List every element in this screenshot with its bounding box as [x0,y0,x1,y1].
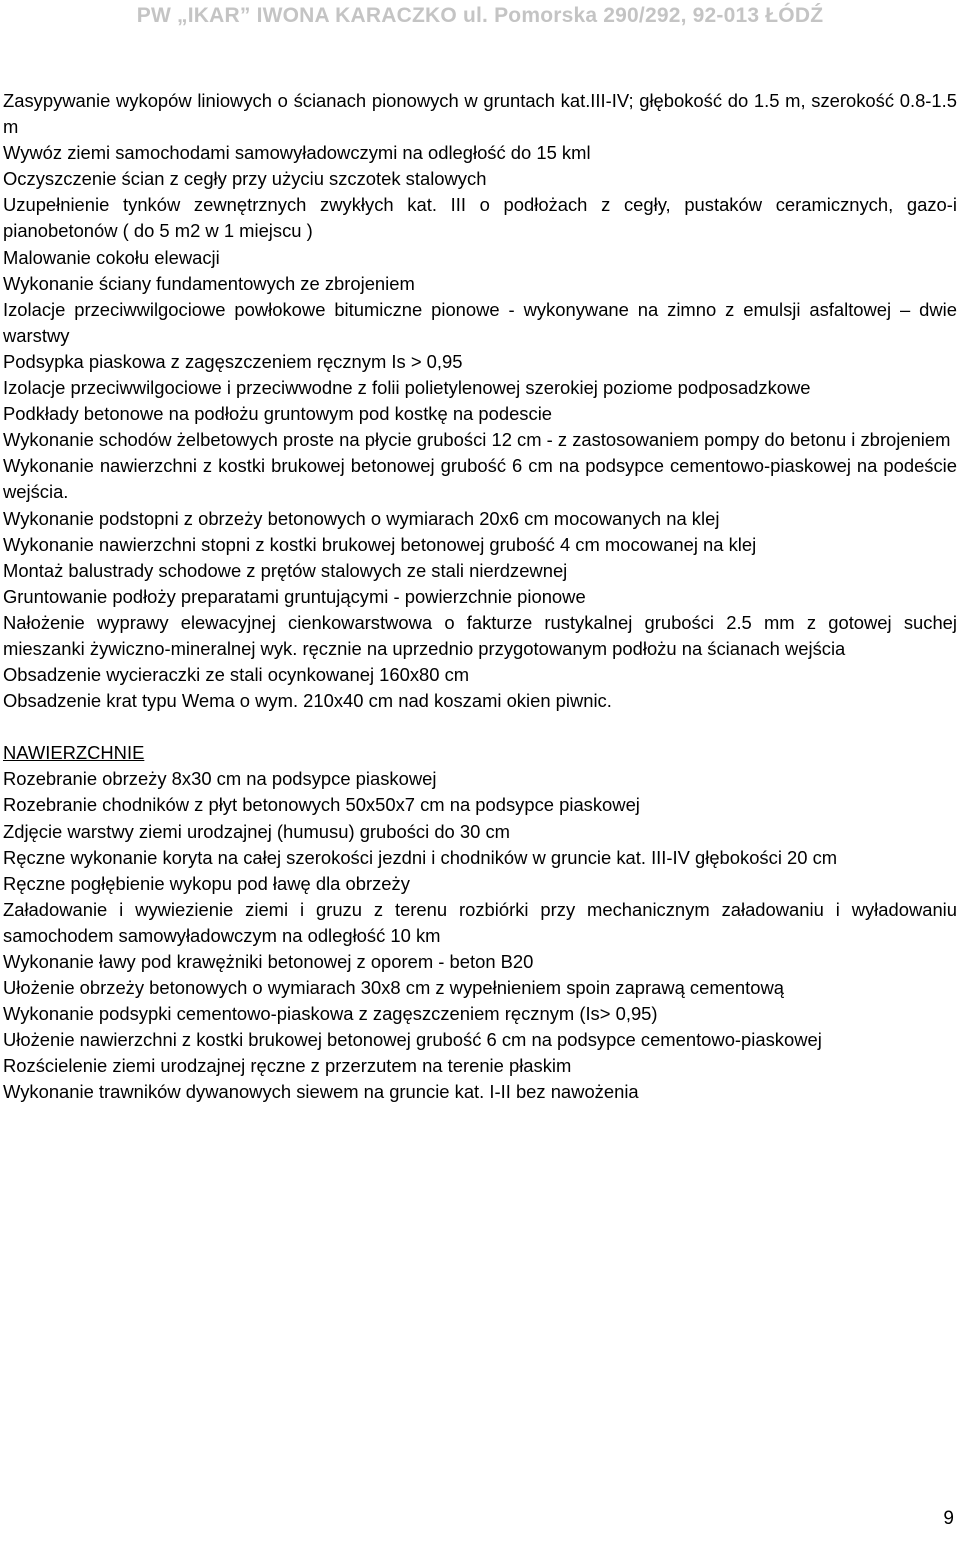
list-item: Obsadzenie krat typu Wema o wym. 210x40 cm nad koszami okien piwnic. [3,690,612,712]
list-item: Ręczne pogłębienie wykopu pod ławę dla obrzeży [3,872,410,894]
top-items-list [3,88,957,714]
list-item: Wykonanie podsypki cementowo-piaskowa z zagęszczeniem ręcznym (Is> 0,95) [3,1003,658,1025]
document-body [3,88,957,1106]
list-item: Wykonanie schodów żelbetowych proste na płycie grubości 12 cm - z zastosowaniem pompy do betonu i zbrojeniem [3,429,951,451]
list-item: Wywóz ziemi samochodami samowyładowczymi na odległość do 15 kml [3,142,591,164]
page-number: 9 [943,1508,954,1529]
list-item: Zdjęcie warstwy ziemi urodzajnej (humusu) grubości do 30 cm [3,820,510,842]
list-item: Podsypka piaskowa z zagęszczeniem ręcznym Is > 0,95 [3,350,463,372]
list-item: Obsadzenie wycieraczki ze stali ocynkowanej 160x80 cm [3,664,470,686]
list-item: Wykonanie nawierzchni stopni z kostki brukowej betonowej grubość 4 cm mocowanej na klej [3,533,757,555]
bottom-items-list [3,766,957,1105]
list-item: Ułożenie obrzeży betonowych o wymiarach 30x8 cm z wypełnieniem spoin zaprawą cementową [3,977,784,999]
list-item: Ułożenie nawierzchni z kostki brukowej betonowej grubość 6 cm na podsypce cementowo-piaskowej [3,1029,822,1051]
section-title: NAWIERZCHNIE [3,742,145,764]
list-item: Wykonanie ławy pod krawężniki betonowej z oporem - beton B20 [3,951,534,972]
list-item: Rozebranie obrzeży 8x30 cm na podsypce piaskowej [3,768,437,790]
list-item: Izolacje przeciwwilgociowe powłokowe bitumiczne pionowe - wykonywane na zimno z emulsji asfaltowej – dwie warstwy [3,298,957,346]
list-item: Gruntowanie podłoży preparatami gruntującymi - powierzchnie pionowe [3,585,586,607]
list-item: Rozścielenie ziemi urodzajnej ręczne z przerzutem na terenie płaskim [3,1055,572,1077]
section-spacer [3,714,957,740]
list-item: Podkłady betonowe na podłożu gruntowym pod kostkę na podescie [3,403,553,425]
list-item: Uzupełnienie tynków zewnętrznych zwykłych kat. III o podłożach z cegły, pustaków ceramicznych, gazo-i pianobetonów ( do 5 m2 w 1 miejscu ) [3,194,957,242]
list-item: Ręczne wykonanie koryta na całej szerokości jezdni i chodników w gruncie kat. III-IV głębokości 20 cm [3,846,838,868]
list-item: Wykonanie nawierzchni z kostki brukowej betonowej grubość 6 cm na podsypce cementowo-piaskowej na podeście wejścia. [3,455,957,503]
list-item: Rozebranie chodników z płyt betonowych 50x50x7 cm na podsypce piaskowej [3,794,640,816]
page-header: PW „IKAR” IWONA KARACZKO ul. Pomorska 290/292, 92-013 ŁÓDŹ [136,4,824,27]
list-item: Zasypywanie wykopów liniowych o ścianach pionowych w gruntach kat.III-IV; głębokość do 1.5 m, szerokość 0.8-1.5 m [3,90,957,138]
list-item: Załadowanie i wywiezienie ziemi i gruzu z terenu rozbiórki przy mechanicznym załadowaniu i wyładowaniu samochodem samowyładowczym na odległość 10 km [3,898,957,946]
list-item: Wykonanie podstopni z obrzeży betonowych o wymiarach 20x6 cm mocowanych na klej [3,507,720,529]
list-item: Oczyszczenie ścian z cegły przy użyciu szczotek stalowych [3,168,487,190]
list-item: Nałożenie wyprawy elewacyjnej cienkowarstwowa o fakturze rustykalnej grubości 2.5 mm z gotowej suchej mieszanki żywiczno-mineralnej wyk. ręcznie na uprzednio przygotowanym podłożu na ścianach wejścia [3,611,957,659]
list-item: Wykonanie ściany fundamentowych ze zbrojeniem [3,272,415,294]
list-item: Malowanie cokołu elewacji [3,246,220,268]
list-item: Izolacje przeciwwilgociowe i przeciwwodne z folii polietylenowej szerokiej poziome podposadzkowe [3,377,811,399]
list-item: Wykonanie trawników dywanowych siewem na gruncie kat. I-II bez nawożenia [3,1081,639,1103]
list-item: Montaż balustrady schodowe z prętów stalowych ze stali nierdzewnej [3,559,568,581]
